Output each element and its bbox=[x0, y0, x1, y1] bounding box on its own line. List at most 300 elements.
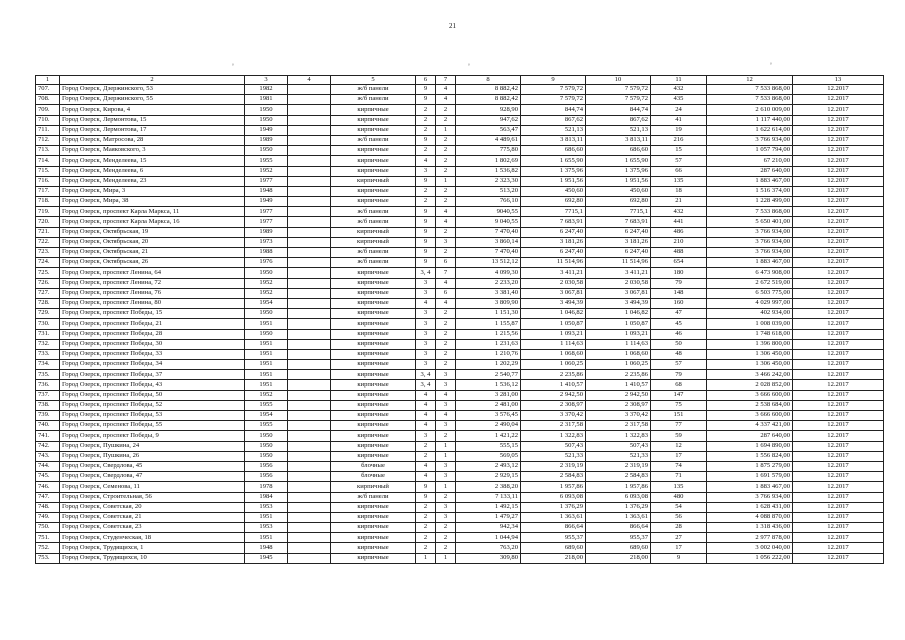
cell-col-4 bbox=[288, 349, 331, 359]
cell-deadline: 12.2017 bbox=[793, 186, 884, 196]
cell-residential-area: 3 370,42 bbox=[521, 411, 586, 421]
cell-deadline: 12.2017 bbox=[793, 227, 884, 237]
cell-deadline: 12.2017 bbox=[793, 360, 884, 370]
scan-mark: ᵒ bbox=[468, 63, 470, 69]
cell-residential-area: 218,00 bbox=[521, 553, 586, 563]
cell-row-number: 717. bbox=[36, 186, 60, 196]
cell-deadline: 12.2017 bbox=[793, 95, 884, 105]
cell-residents: 54 bbox=[651, 502, 707, 512]
cell-floors: 4 bbox=[416, 411, 436, 421]
column-header-5: 5 bbox=[331, 76, 416, 85]
cell-entrances: 3 bbox=[436, 472, 456, 482]
cell-deadline: 12.2017 bbox=[793, 237, 884, 247]
cell-residential-area: 686,60 bbox=[521, 146, 586, 156]
cell-repair-cost: 3 666 600,00 bbox=[707, 390, 793, 400]
cell-deadline: 12.2017 bbox=[793, 125, 884, 135]
cell-repair-cost: 1 306 450,00 bbox=[707, 360, 793, 370]
cell-living-area: 218,00 bbox=[586, 553, 651, 563]
cell-living-area: 1 410,57 bbox=[586, 380, 651, 390]
cell-living-area: 11 514,96 bbox=[586, 258, 651, 268]
cell-repair-cost: 2 538 684,00 bbox=[707, 400, 793, 410]
cell-row-number: 747. bbox=[36, 492, 60, 502]
cell-floors: 4 bbox=[416, 400, 436, 410]
cell-row-number: 707. bbox=[36, 85, 60, 95]
cell-col-4 bbox=[288, 278, 331, 288]
cell-floors: 3 bbox=[416, 309, 436, 319]
cell-row-number: 743. bbox=[36, 451, 60, 461]
cell-residents: 216 bbox=[651, 135, 707, 145]
cell-residents: 46 bbox=[651, 329, 707, 339]
cell-residential-area: 3 181,26 bbox=[521, 237, 586, 247]
cell-address: Город Озерск, проспект Ленина, 64 bbox=[60, 268, 245, 278]
cell-row-number: 736. bbox=[36, 380, 60, 390]
table-row bbox=[36, 441, 884, 451]
cell-address: Город Озерск, Мира, 38 bbox=[60, 197, 245, 207]
cell-year-built: 1955 bbox=[245, 156, 288, 166]
cell-address: Город Озерск, Лермонтова, 15 bbox=[60, 115, 245, 125]
cell-repair-cost: 3 002 040,00 bbox=[707, 543, 793, 553]
cell-col-4 bbox=[288, 115, 331, 125]
cell-deadline: 12.2017 bbox=[793, 349, 884, 359]
cell-residents: 47 bbox=[651, 309, 707, 319]
column-header-4: 4 bbox=[288, 76, 331, 85]
cell-repair-cost: 3 766 934,00 bbox=[707, 492, 793, 502]
cell-floors: 3 bbox=[416, 339, 436, 349]
cell-entrances: 2 bbox=[436, 523, 456, 533]
cell-living-area: 3 181,26 bbox=[586, 237, 651, 247]
cell-floors: 2 bbox=[416, 543, 436, 553]
cell-residential-area: 7 683,91 bbox=[521, 217, 586, 227]
cell-residents: 147 bbox=[651, 390, 707, 400]
table-row bbox=[36, 186, 884, 196]
cell-row-number: 726. bbox=[36, 278, 60, 288]
cell-deadline: 12.2017 bbox=[793, 441, 884, 451]
cell-repair-cost: 287 640,00 bbox=[707, 431, 793, 441]
table-row bbox=[36, 207, 884, 217]
cell-total-area: 9040,55 bbox=[456, 207, 521, 217]
cell-floors: 9 bbox=[416, 217, 436, 227]
page-number: 21 bbox=[449, 22, 456, 30]
scan-mark: ᵒ bbox=[770, 62, 772, 68]
cell-wall-material: ж/б панели bbox=[331, 248, 416, 258]
cell-deadline: 12.2017 bbox=[793, 502, 884, 512]
cell-wall-material: кирпичные bbox=[331, 411, 416, 421]
cell-year-built: 1977 bbox=[245, 207, 288, 217]
cell-deadline: 12.2017 bbox=[793, 319, 884, 329]
cell-living-area: 3 813,11 bbox=[586, 135, 651, 145]
cell-repair-cost: 1 875 279,00 bbox=[707, 461, 793, 471]
cell-residential-area: 2 317,58 bbox=[521, 421, 586, 431]
cell-wall-material: кирпичные bbox=[331, 543, 416, 553]
table-row bbox=[36, 512, 884, 522]
table-row bbox=[36, 319, 884, 329]
cell-year-built: 1976 bbox=[245, 258, 288, 268]
cell-living-area: 1 060,25 bbox=[586, 360, 651, 370]
cell-living-area: 3 494,39 bbox=[586, 298, 651, 308]
cell-year-built: 1954 bbox=[245, 411, 288, 421]
cell-repair-cost: 2 672 519,00 bbox=[707, 278, 793, 288]
cell-floors: 4 bbox=[416, 461, 436, 471]
cell-year-built: 1977 bbox=[245, 217, 288, 227]
cell-residential-area: 521,33 bbox=[521, 451, 586, 461]
cell-entrances: 3 bbox=[436, 461, 456, 471]
cell-repair-cost: 6 503 775,00 bbox=[707, 288, 793, 298]
table-row bbox=[36, 431, 884, 441]
cell-entrances: 2 bbox=[436, 492, 456, 502]
cell-year-built: 1955 bbox=[245, 421, 288, 431]
cell-total-area: 775,80 bbox=[456, 146, 521, 156]
cell-col-4 bbox=[288, 288, 331, 298]
cell-entrances: 2 bbox=[436, 533, 456, 543]
cell-residents: 654 bbox=[651, 258, 707, 268]
table-row bbox=[36, 360, 884, 370]
cell-floors: 9 bbox=[416, 207, 436, 217]
cell-repair-cost: 6 473 908,00 bbox=[707, 268, 793, 278]
cell-residential-area: 867,62 bbox=[521, 115, 586, 125]
cell-living-area: 7715,1 bbox=[586, 207, 651, 217]
cell-deadline: 12.2017 bbox=[793, 339, 884, 349]
cell-row-number: 731. bbox=[36, 329, 60, 339]
cell-wall-material: кирпичные bbox=[331, 400, 416, 410]
cell-entrances: 2 bbox=[436, 339, 456, 349]
cell-deadline: 12.2017 bbox=[793, 217, 884, 227]
cell-year-built: 1950 bbox=[245, 309, 288, 319]
cell-floors: 9 bbox=[416, 227, 436, 237]
cell-row-number: 711. bbox=[36, 125, 60, 135]
cell-deadline: 12.2017 bbox=[793, 329, 884, 339]
cell-wall-material: кирпичные bbox=[331, 523, 416, 533]
cell-deadline: 12.2017 bbox=[793, 523, 884, 533]
cell-row-number: 739. bbox=[36, 411, 60, 421]
cell-living-area: 3 067,81 bbox=[586, 288, 651, 298]
cell-floors: 9 bbox=[416, 176, 436, 186]
cell-residential-area: 6 247,40 bbox=[521, 227, 586, 237]
cell-total-area: 766,10 bbox=[456, 197, 521, 207]
cell-living-area: 521,33 bbox=[586, 451, 651, 461]
cell-residential-area: 2 235,86 bbox=[521, 370, 586, 380]
cell-address: Город Озерск, Семенова, 11 bbox=[60, 482, 245, 492]
cell-deadline: 12.2017 bbox=[793, 166, 884, 176]
cell-address: Город Озерск, проспект Карла Маркса, 16 bbox=[60, 217, 245, 227]
cell-col-4 bbox=[288, 533, 331, 543]
cell-repair-cost: 1 883 467,00 bbox=[707, 258, 793, 268]
cell-row-number: 753. bbox=[36, 553, 60, 563]
cell-wall-material: кирпичные bbox=[331, 431, 416, 441]
cell-total-area: 2 490,04 bbox=[456, 421, 521, 431]
cell-living-area: 1 050,87 bbox=[586, 319, 651, 329]
cell-total-area: 3 381,40 bbox=[456, 288, 521, 298]
table-row bbox=[36, 248, 884, 258]
cell-total-area: 3 809,90 bbox=[456, 298, 521, 308]
cell-entrances: 4 bbox=[436, 411, 456, 421]
cell-deadline: 12.2017 bbox=[793, 380, 884, 390]
cell-entrances: 2 bbox=[436, 105, 456, 115]
cell-living-area: 521,13 bbox=[586, 125, 651, 135]
cell-address: Город Озерск, проспект Ленина, 80 bbox=[60, 298, 245, 308]
cell-total-area: 563,47 bbox=[456, 125, 521, 135]
cell-residents: 210 bbox=[651, 237, 707, 247]
cell-living-area: 6 247,40 bbox=[586, 227, 651, 237]
cell-residential-area: 1 363,61 bbox=[521, 512, 586, 522]
cell-repair-cost: 4 029 997,00 bbox=[707, 298, 793, 308]
cell-entrances: 3 bbox=[436, 512, 456, 522]
cell-col-4 bbox=[288, 319, 331, 329]
cell-address: Город Озерск, Менделеева, 15 bbox=[60, 156, 245, 166]
cell-wall-material: кирпичные bbox=[331, 309, 416, 319]
cell-living-area: 2 317,58 bbox=[586, 421, 651, 431]
cell-repair-cost: 1 008 039,00 bbox=[707, 319, 793, 329]
cell-col-4 bbox=[288, 482, 331, 492]
cell-wall-material: кирпичные bbox=[331, 329, 416, 339]
cell-address: Город Озерск, Трудящихся, 1 bbox=[60, 543, 245, 553]
cell-col-4 bbox=[288, 95, 331, 105]
cell-residential-area: 2 308,97 bbox=[521, 400, 586, 410]
cell-year-built: 1953 bbox=[245, 523, 288, 533]
cell-living-area: 1 114,63 bbox=[586, 339, 651, 349]
cell-row-number: 714. bbox=[36, 156, 60, 166]
cell-residential-area: 1 068,60 bbox=[521, 349, 586, 359]
cell-repair-cost: 7 533 868,00 bbox=[707, 95, 793, 105]
cell-address: Город Озерск, Пушкина, 24 bbox=[60, 441, 245, 451]
cell-total-area: 928,90 bbox=[456, 105, 521, 115]
cell-total-area: 513,20 bbox=[456, 186, 521, 196]
cell-wall-material: кирпичные bbox=[331, 533, 416, 543]
cell-wall-material: кирпичные bbox=[331, 156, 416, 166]
cell-living-area: 1 093,21 bbox=[586, 329, 651, 339]
cell-year-built: 1951 bbox=[245, 349, 288, 359]
cell-repair-cost: 1 694 890,00 bbox=[707, 441, 793, 451]
cell-repair-cost: 4 088 870,00 bbox=[707, 512, 793, 522]
cell-address: Город Озерск, Октябрьская, 26 bbox=[60, 258, 245, 268]
cell-wall-material: кирпичные bbox=[331, 319, 416, 329]
cell-residential-area: 1 050,87 bbox=[521, 319, 586, 329]
cell-row-number: 745. bbox=[36, 472, 60, 482]
cell-col-4 bbox=[288, 512, 331, 522]
cell-living-area: 2 235,86 bbox=[586, 370, 651, 380]
cell-row-number: 713. bbox=[36, 146, 60, 156]
cell-entrances: 2 bbox=[436, 197, 456, 207]
cell-floors: 3, 4 bbox=[416, 380, 436, 390]
cell-deadline: 12.2017 bbox=[793, 105, 884, 115]
cell-year-built: 1952 bbox=[245, 390, 288, 400]
cell-address: Город Озерск, Октябрьская, 19 bbox=[60, 227, 245, 237]
cell-row-number: 741. bbox=[36, 431, 60, 441]
cell-row-number: 732. bbox=[36, 339, 60, 349]
cell-living-area: 1 376,29 bbox=[586, 502, 651, 512]
cell-residential-area: 507,43 bbox=[521, 441, 586, 451]
cell-residential-area: 1 957,86 bbox=[521, 482, 586, 492]
cell-wall-material: ж/б панели bbox=[331, 207, 416, 217]
cell-deadline: 12.2017 bbox=[793, 115, 884, 125]
cell-residential-area: 11 514,96 bbox=[521, 258, 586, 268]
cell-wall-material: кирпичные bbox=[331, 512, 416, 522]
cell-address: Город Озерск, Октябрьская, 20 bbox=[60, 237, 245, 247]
table-row bbox=[36, 146, 884, 156]
cell-row-number: 729. bbox=[36, 309, 60, 319]
cell-living-area: 1 375,96 bbox=[586, 166, 651, 176]
cell-address: Город Озерск, Свердлова, 45 bbox=[60, 461, 245, 471]
cell-address: Город Озерск, проспект Победы, 53 bbox=[60, 411, 245, 421]
cell-floors: 2 bbox=[416, 441, 436, 451]
cell-total-area: 1 151,30 bbox=[456, 309, 521, 319]
cell-residents: 66 bbox=[651, 166, 707, 176]
cell-floors: 2 bbox=[416, 146, 436, 156]
cell-year-built: 1951 bbox=[245, 370, 288, 380]
cell-total-area: 7 133,11 bbox=[456, 492, 521, 502]
cell-row-number: 748. bbox=[36, 502, 60, 512]
cell-year-built: 1950 bbox=[245, 268, 288, 278]
cell-deadline: 12.2017 bbox=[793, 268, 884, 278]
cell-col-4 bbox=[288, 227, 331, 237]
cell-total-area: 4 099,30 bbox=[456, 268, 521, 278]
cell-floors: 3 bbox=[416, 431, 436, 441]
cell-floors: 3 bbox=[416, 329, 436, 339]
cell-total-area: 1 421,22 bbox=[456, 431, 521, 441]
cell-row-number: 719. bbox=[36, 207, 60, 217]
cell-year-built: 1956 bbox=[245, 461, 288, 471]
cell-residential-area: 7715,1 bbox=[521, 207, 586, 217]
cell-residential-area: 2 584,83 bbox=[521, 472, 586, 482]
cell-deadline: 12.2017 bbox=[793, 146, 884, 156]
cell-living-area: 7 579,72 bbox=[586, 95, 651, 105]
cell-residents: 486 bbox=[651, 227, 707, 237]
cell-residents: 151 bbox=[651, 411, 707, 421]
cell-residents: 21 bbox=[651, 197, 707, 207]
table-row bbox=[36, 421, 884, 431]
cell-residents: 48 bbox=[651, 349, 707, 359]
cell-col-4 bbox=[288, 472, 331, 482]
cell-total-area: 1 155,87 bbox=[456, 319, 521, 329]
table-row bbox=[36, 268, 884, 278]
table-row bbox=[36, 176, 884, 186]
cell-deadline: 12.2017 bbox=[793, 431, 884, 441]
cell-year-built: 1949 bbox=[245, 125, 288, 135]
cell-deadline: 12.2017 bbox=[793, 176, 884, 186]
cell-repair-cost: 2 028 852,00 bbox=[707, 380, 793, 390]
cell-entrances: 1 bbox=[436, 451, 456, 461]
cell-residents: 488 bbox=[651, 248, 707, 258]
cell-floors: 2 bbox=[416, 186, 436, 196]
cell-deadline: 12.2017 bbox=[793, 421, 884, 431]
cell-repair-cost: 1 228 499,00 bbox=[707, 197, 793, 207]
cell-address: Город Озерск, Октябрьская, 21 bbox=[60, 248, 245, 258]
cell-address: Город Озерск, проспект Победы, 9 bbox=[60, 431, 245, 441]
cell-living-area: 867,62 bbox=[586, 115, 651, 125]
cell-deadline: 12.2017 bbox=[793, 309, 884, 319]
cell-col-4 bbox=[288, 543, 331, 553]
cell-residential-area: 1 376,29 bbox=[521, 502, 586, 512]
table-row bbox=[36, 370, 884, 380]
column-header-2: 2 bbox=[60, 76, 245, 85]
cell-year-built: 1955 bbox=[245, 400, 288, 410]
table-row bbox=[36, 523, 884, 533]
cell-residents: 160 bbox=[651, 298, 707, 308]
cell-floors: 3 bbox=[416, 360, 436, 370]
cell-row-number: 735. bbox=[36, 370, 60, 380]
cell-col-4 bbox=[288, 339, 331, 349]
cell-repair-cost: 1 056 222,00 bbox=[707, 553, 793, 563]
table-row bbox=[36, 533, 884, 543]
cell-living-area: 1 951,56 bbox=[586, 176, 651, 186]
cell-entrances: 6 bbox=[436, 258, 456, 268]
table-row bbox=[36, 482, 884, 492]
cell-row-number: 710. bbox=[36, 115, 60, 125]
cell-entrances: 2 bbox=[436, 115, 456, 125]
table-row bbox=[36, 227, 884, 237]
cell-wall-material: кирпичные bbox=[331, 105, 416, 115]
cell-total-area: 2 929,15 bbox=[456, 472, 521, 482]
table-row bbox=[36, 95, 884, 105]
cell-residential-area: 521,13 bbox=[521, 125, 586, 135]
cell-year-built: 1950 bbox=[245, 441, 288, 451]
cell-floors: 2 bbox=[416, 451, 436, 461]
cell-residents: 15 bbox=[651, 146, 707, 156]
cell-entrances: 1 bbox=[436, 441, 456, 451]
cell-residential-area: 7 579,72 bbox=[521, 95, 586, 105]
cell-living-area: 507,43 bbox=[586, 441, 651, 451]
cell-residents: 480 bbox=[651, 492, 707, 502]
cell-residential-area: 955,37 bbox=[521, 533, 586, 543]
cell-deadline: 12.2017 bbox=[793, 288, 884, 298]
cell-total-area: 3 860,14 bbox=[456, 237, 521, 247]
cell-row-number: 737. bbox=[36, 390, 60, 400]
cell-col-4 bbox=[288, 197, 331, 207]
cell-floors: 9 bbox=[416, 135, 436, 145]
cell-wall-material: кирпичный bbox=[331, 227, 416, 237]
cell-total-area: 309,80 bbox=[456, 553, 521, 563]
cell-col-4 bbox=[288, 85, 331, 95]
cell-total-area: 1 479,27 bbox=[456, 512, 521, 522]
cell-col-4 bbox=[288, 125, 331, 135]
cell-repair-cost: 2 977 878,00 bbox=[707, 533, 793, 543]
table-row bbox=[36, 339, 884, 349]
cell-residential-area: 1 655,90 bbox=[521, 156, 586, 166]
cell-row-number: 750. bbox=[36, 523, 60, 533]
cell-address: Город Озерск, Студенческая, 18 bbox=[60, 533, 245, 543]
cell-row-number: 746. bbox=[36, 482, 60, 492]
cell-repair-cost: 1 318 436,00 bbox=[707, 523, 793, 533]
cell-wall-material: кирпичные bbox=[331, 451, 416, 461]
cell-residential-area: 1 410,57 bbox=[521, 380, 586, 390]
cell-entrances: 4 bbox=[436, 85, 456, 95]
cell-floors: 9 bbox=[416, 95, 436, 105]
cell-address: Город Озерск, Советская, 21 bbox=[60, 512, 245, 522]
cell-living-area: 686,60 bbox=[586, 146, 651, 156]
cell-row-number: 738. bbox=[36, 400, 60, 410]
cell-col-4 bbox=[288, 421, 331, 431]
table-row bbox=[36, 400, 884, 410]
cell-residents: 19 bbox=[651, 125, 707, 135]
cell-living-area: 2 942,50 bbox=[586, 390, 651, 400]
cell-entrances: 2 bbox=[436, 543, 456, 553]
cell-entrances: 2 bbox=[436, 227, 456, 237]
cell-entrances: 2 bbox=[436, 309, 456, 319]
cell-residents: 59 bbox=[651, 431, 707, 441]
cell-wall-material: кирпичные bbox=[331, 370, 416, 380]
cell-residents: 79 bbox=[651, 370, 707, 380]
cell-col-4 bbox=[288, 502, 331, 512]
cell-repair-cost: 1 057 794,00 bbox=[707, 146, 793, 156]
cell-residents: 180 bbox=[651, 268, 707, 278]
cell-wall-material: кирпичный bbox=[331, 482, 416, 492]
cell-deadline: 12.2017 bbox=[793, 512, 884, 522]
table-row bbox=[36, 156, 884, 166]
cell-address: Город Озерск, проспект Карла Маркса, 11 bbox=[60, 207, 245, 217]
cell-deadline: 12.2017 bbox=[793, 492, 884, 502]
cell-col-4 bbox=[288, 135, 331, 145]
cell-residents: 432 bbox=[651, 207, 707, 217]
cell-col-4 bbox=[288, 461, 331, 471]
